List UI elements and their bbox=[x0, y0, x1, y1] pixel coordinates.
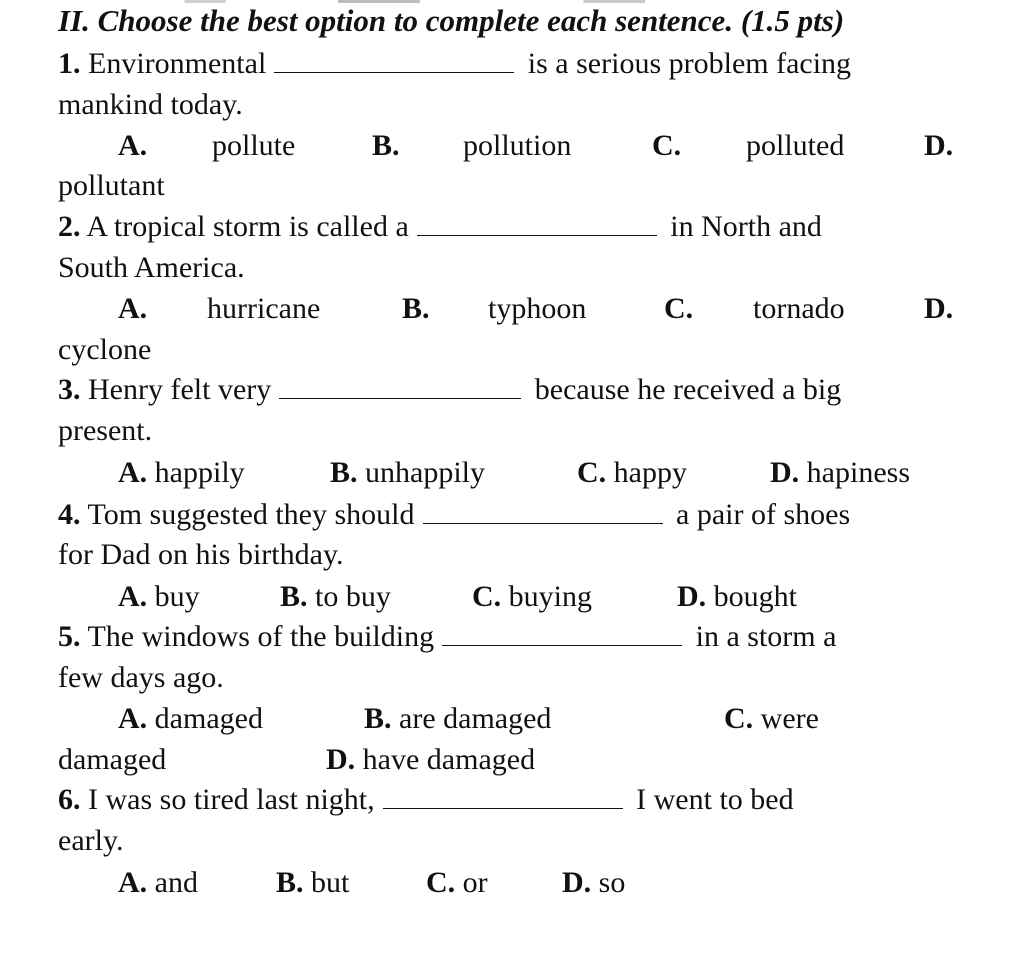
question-number: 5. bbox=[58, 620, 81, 653]
option-letter: C. bbox=[426, 866, 456, 899]
option-letter: A. bbox=[118, 129, 148, 162]
question-1 bbox=[58, 46, 851, 82]
question-text-after: because he received a big bbox=[534, 373, 842, 406]
q2-option-c-text: tornado bbox=[753, 292, 845, 325]
option-text: but bbox=[311, 866, 350, 899]
q3-option-d[interactable] bbox=[770, 455, 910, 491]
question-text-before: Henry felt very bbox=[88, 373, 272, 406]
q1-option-c-text: polluted bbox=[746, 129, 845, 162]
option-text: to buy bbox=[315, 580, 391, 613]
option-letter: A. bbox=[118, 456, 148, 489]
answer-blank[interactable] bbox=[383, 784, 623, 809]
option-text: bought bbox=[713, 580, 798, 613]
question-6 bbox=[58, 782, 794, 818]
q5-option-d[interactable] bbox=[326, 742, 535, 778]
option-letter: B. bbox=[330, 456, 358, 489]
question-text-before: Environmental bbox=[88, 47, 267, 80]
q4-option-c[interactable] bbox=[472, 579, 592, 615]
option-letter: A. bbox=[118, 866, 148, 899]
answer-blank[interactable] bbox=[442, 621, 682, 646]
q6-option-c[interactable] bbox=[426, 865, 488, 901]
q2-option-a[interactable] bbox=[118, 291, 147, 327]
question-text-before: A tropical storm is called a bbox=[86, 210, 409, 243]
q6-option-d[interactable] bbox=[562, 865, 625, 901]
q1-option-a[interactable] bbox=[118, 128, 147, 164]
question-1-continuation: mankind today. bbox=[58, 88, 243, 121]
q6-option-b[interactable] bbox=[276, 865, 349, 901]
answer-blank[interactable] bbox=[423, 499, 663, 524]
question-5 bbox=[58, 619, 836, 655]
q2-option-d-text: cyclone bbox=[58, 333, 152, 366]
answer-blank[interactable] bbox=[279, 374, 521, 399]
option-text: so bbox=[598, 866, 626, 899]
option-text: happily bbox=[154, 456, 245, 489]
question-number: 6. bbox=[58, 783, 81, 816]
option-text: buying bbox=[508, 580, 593, 613]
q5-option-c-wrap: damaged bbox=[58, 743, 167, 776]
question-text-after: in North and bbox=[670, 210, 822, 243]
option-letter: C. bbox=[664, 292, 694, 325]
option-letter: D. bbox=[770, 456, 800, 489]
question-2 bbox=[58, 209, 822, 245]
q2-option-c[interactable] bbox=[664, 291, 693, 327]
option-letter: D. bbox=[924, 292, 954, 325]
q2-option-d[interactable] bbox=[924, 291, 953, 327]
option-text: damaged bbox=[154, 702, 263, 735]
question-5-continuation: few days ago. bbox=[58, 661, 224, 694]
option-letter: B. bbox=[276, 866, 304, 899]
option-letter: D. bbox=[677, 580, 707, 613]
option-text: unhappily bbox=[365, 456, 486, 489]
question-text-after: is a serious problem facing bbox=[527, 47, 852, 80]
q2-option-b[interactable] bbox=[402, 291, 430, 327]
option-letter: D. bbox=[562, 866, 592, 899]
option-text: buy bbox=[154, 580, 200, 613]
question-3-continuation: present. bbox=[58, 414, 153, 447]
option-letter: C. bbox=[652, 129, 682, 162]
q6-option-a[interactable] bbox=[118, 865, 198, 901]
question-number: 1. bbox=[58, 47, 81, 80]
q5-option-c[interactable] bbox=[724, 701, 819, 737]
q5-option-a[interactable] bbox=[118, 701, 263, 737]
option-text: or bbox=[462, 866, 488, 899]
question-text-after: I went to bed bbox=[636, 783, 794, 816]
option-text: happy bbox=[613, 456, 687, 489]
q4-option-d[interactable] bbox=[677, 579, 797, 615]
question-number: 3. bbox=[58, 373, 81, 406]
q5-option-b[interactable] bbox=[364, 701, 551, 737]
question-4 bbox=[58, 497, 850, 533]
question-2-continuation: South America. bbox=[58, 251, 245, 284]
question-text-before: The windows of the building bbox=[87, 620, 435, 653]
q4-option-b[interactable] bbox=[280, 579, 391, 615]
option-text: are damaged bbox=[399, 702, 552, 735]
question-3 bbox=[58, 372, 841, 408]
option-letter: A. bbox=[118, 580, 148, 613]
option-letter: C. bbox=[724, 702, 754, 735]
question-number: 4. bbox=[58, 498, 81, 531]
q1-option-d[interactable] bbox=[924, 128, 953, 164]
q2-option-a-text: hurricane bbox=[207, 292, 321, 325]
q1-option-b[interactable] bbox=[372, 128, 400, 164]
question-number: 2. bbox=[58, 210, 81, 243]
question-text-before: Tom suggested they should bbox=[87, 498, 415, 531]
option-letter: B. bbox=[280, 580, 308, 613]
answer-blank[interactable] bbox=[274, 48, 514, 73]
option-text: have damaged bbox=[362, 743, 536, 776]
option-letter: B. bbox=[402, 292, 430, 325]
option-letter: C. bbox=[472, 580, 502, 613]
answer-blank[interactable] bbox=[417, 211, 657, 236]
question-4-continuation: for Dad on his birthday. bbox=[58, 538, 344, 571]
option-letter: A. bbox=[118, 292, 148, 325]
q1-option-c[interactable] bbox=[652, 128, 681, 164]
q2-option-b-text: typhoon bbox=[488, 292, 587, 325]
q1-option-b-text: pollution bbox=[463, 129, 572, 162]
q3-option-b[interactable] bbox=[330, 455, 485, 491]
q1-option-a-text: pollute bbox=[212, 129, 296, 162]
option-letter: B. bbox=[372, 129, 400, 162]
option-letter: D. bbox=[924, 129, 954, 162]
option-text: were bbox=[760, 702, 819, 735]
question-text-after: in a storm a bbox=[695, 620, 837, 653]
question-text-before: I was so tired last night, bbox=[88, 783, 375, 816]
section-title: II. Choose the best option to complete each sentence. (1.5 pts) bbox=[58, 3, 845, 38]
q1-option-d-text: pollutant bbox=[58, 169, 165, 202]
option-letter: B. bbox=[364, 702, 392, 735]
q4-option-a[interactable] bbox=[118, 579, 200, 615]
option-letter: A. bbox=[118, 702, 148, 735]
option-text: and bbox=[154, 866, 198, 899]
q3-option-a[interactable] bbox=[118, 455, 245, 491]
option-letter: C. bbox=[577, 456, 607, 489]
question-6-continuation: early. bbox=[58, 824, 124, 857]
option-letter: D. bbox=[326, 743, 356, 776]
option-text: hapiness bbox=[806, 456, 910, 489]
q3-option-c[interactable] bbox=[577, 455, 687, 491]
question-text-after: a pair of shoes bbox=[676, 498, 851, 531]
